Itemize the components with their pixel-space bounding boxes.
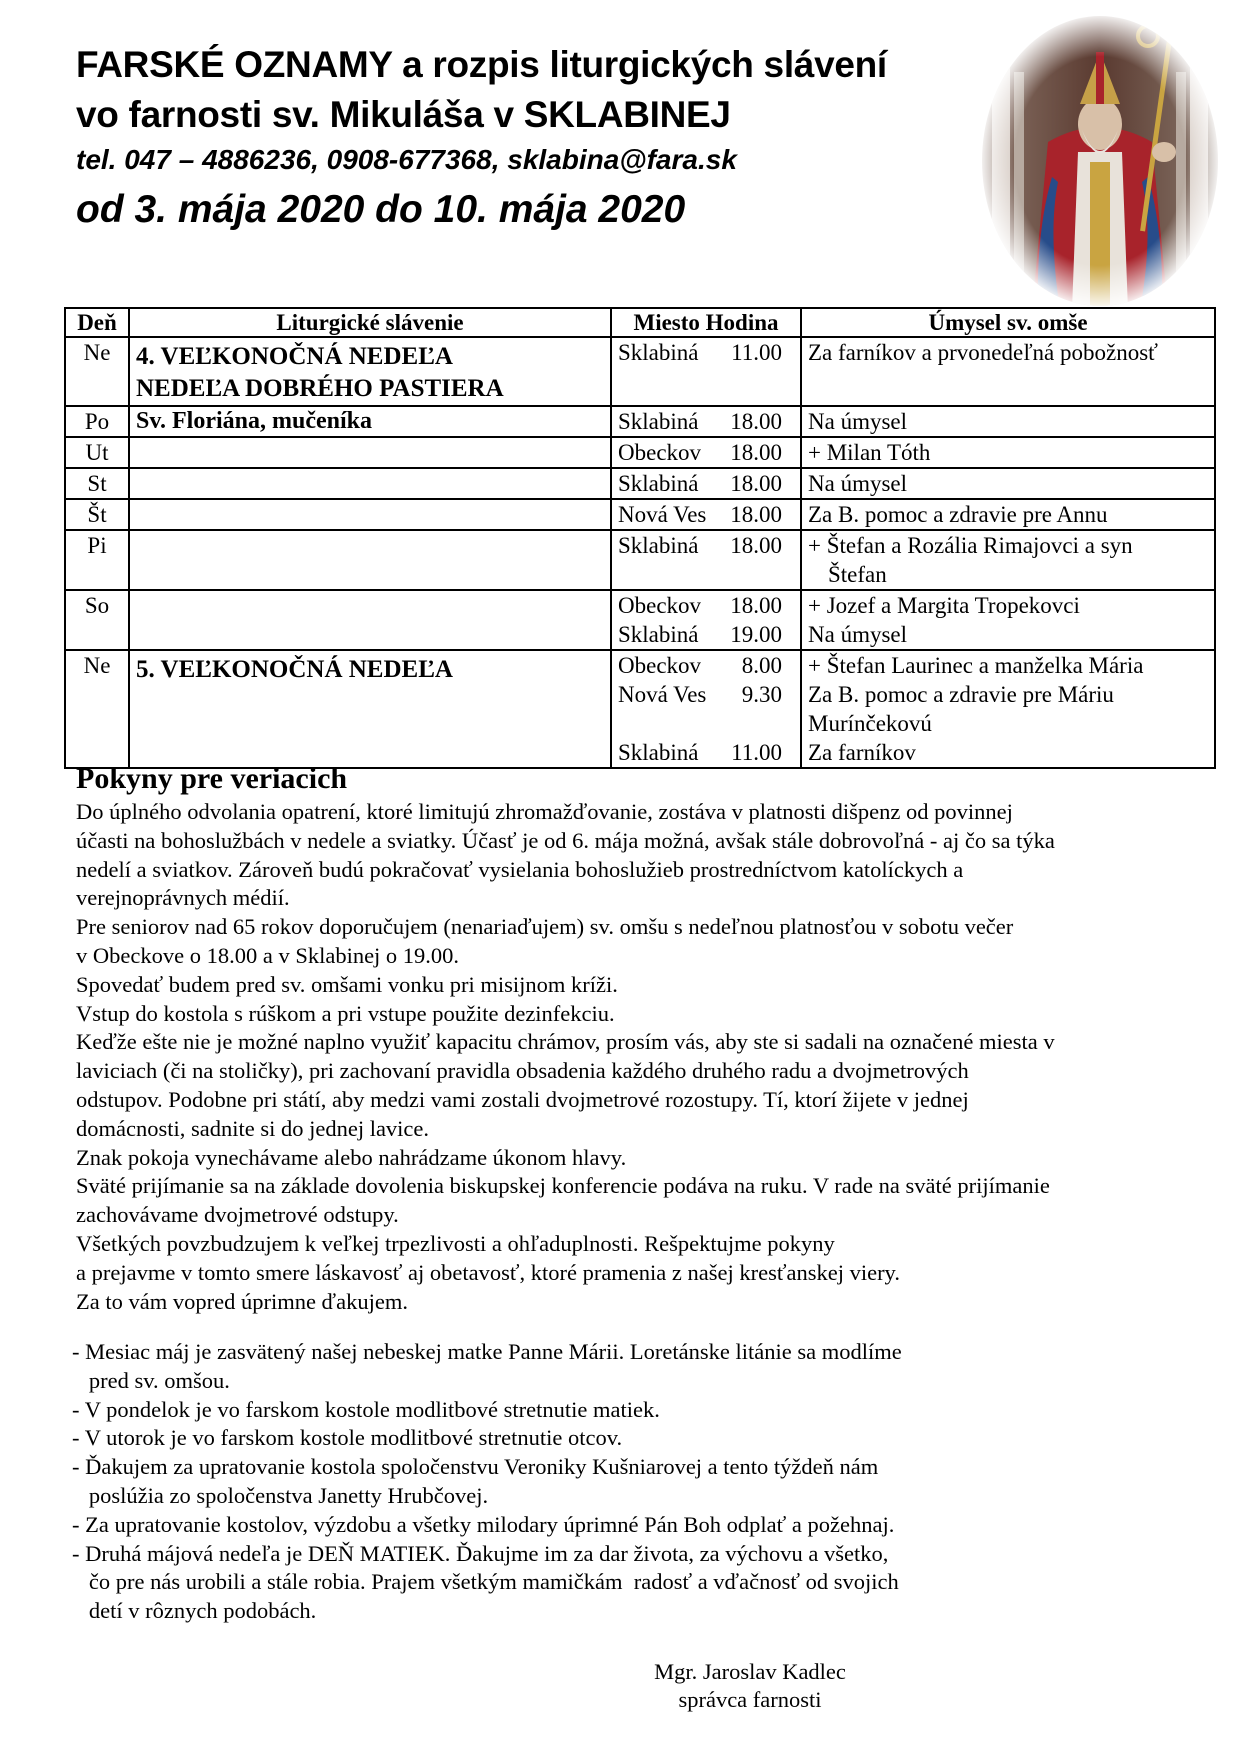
time: 9.30 xyxy=(741,682,782,707)
intention-cell xyxy=(801,468,1215,499)
place-time-cell xyxy=(611,406,801,437)
intention-cell xyxy=(801,499,1215,530)
place: Sklabiná xyxy=(618,622,699,647)
liturgy-line: Sv. Floriána, mučeníka xyxy=(136,408,373,434)
intention-cell xyxy=(801,437,1215,468)
time: 18.00 xyxy=(730,593,782,618)
place: Sklabiná xyxy=(618,409,699,434)
place-time-cell xyxy=(611,499,801,530)
day-cell: So xyxy=(65,590,129,650)
time: 11.00 xyxy=(731,740,782,765)
day-cell: Ne xyxy=(65,650,129,768)
place: Nová Ves xyxy=(618,502,707,527)
intention: Za farníkov a prvonedeľná pobožnosť xyxy=(808,340,1158,365)
title-line-2: vo farnosti sv. Mikuláša v SKLABINEJ xyxy=(76,94,731,135)
saint-nicholas-image xyxy=(978,12,1222,310)
time: 18.00 xyxy=(730,471,782,496)
liturgy-cell xyxy=(129,530,611,590)
title-line-1: FARSKÉ OZNAMY a rozpis liturgických slávení xyxy=(76,44,887,85)
time: 11.00 xyxy=(731,340,782,365)
note-line: čo pre nás urobili a stále robia. Prajem všetkým mamičkám radosť a vďačnosť od svojich xyxy=(72,1569,899,1595)
time: 8.00 xyxy=(741,653,782,678)
place-time-cell xyxy=(611,437,801,468)
instructions-heading: Pokyny pre veriacich xyxy=(76,762,348,795)
intention: Na úmysel xyxy=(808,409,908,434)
place-time-cell xyxy=(611,650,801,768)
intention: + Štefan Laurinec a manželka Mária xyxy=(808,653,1144,678)
table-row xyxy=(65,468,1215,499)
table-row xyxy=(65,437,1215,468)
table-row xyxy=(65,337,1215,406)
instruction-line: laviciach (či na stoličky), pri zachovaní pravidla obsadenia každého druhého radu a dvojmetrových xyxy=(76,1058,969,1084)
intention-cell xyxy=(801,590,1215,650)
place: Obeckov xyxy=(618,593,702,618)
instruction-line: domácnosti, sadnite si do jednej lavice. xyxy=(76,1115,430,1141)
intention: Na úmysel xyxy=(808,471,908,496)
instructions-section xyxy=(76,762,1186,1316)
signature xyxy=(620,1658,880,1714)
intention: Za B. pomoc a zdravie pre Máriu xyxy=(808,682,1114,707)
instruction-line: Sväté prijímanie sa na základe dovolenia biskupskej konferencie podáva na ruku. V rade na sväté prijímanie xyxy=(76,1173,1050,1199)
intention: Murínčekovú xyxy=(808,711,932,736)
note-line: poslúžia zo spoločenstva Janetty Hrubčovej. xyxy=(72,1482,489,1508)
table-row xyxy=(65,499,1215,530)
time: 18.00 xyxy=(730,440,782,465)
place-time-cell xyxy=(611,337,801,406)
intention: Na úmysel xyxy=(808,622,908,647)
place: Sklabiná xyxy=(618,533,699,558)
instruction-line: verejnoprávnych médií. xyxy=(76,885,290,911)
intention: + Štefan a Rozália Rimajovci a syn xyxy=(808,533,1133,558)
place-time-cell xyxy=(611,590,801,650)
note-line: - Druhá májová nedeľa je DEŇ MATIEK. Ďakujme im za dar života, za výchovu a všetko, xyxy=(72,1540,889,1566)
liturgy-cell xyxy=(129,437,611,468)
day-cell: Ut xyxy=(65,437,129,468)
place: Sklabiná xyxy=(618,340,699,365)
intention: Za B. pomoc a zdravie pre Annu xyxy=(808,502,1108,527)
instruction-line: nedelí a sviatkov. Zároveň budú pokračovať vysielania bohoslužieb prostredníctvom katolíckych a xyxy=(76,856,964,882)
place-time-cell xyxy=(611,530,801,590)
instruction-line: zachovávame dvojmetrové odstupy. xyxy=(76,1202,399,1228)
note-line: - V utorok je vo farskom kostole modlitbové stretnutie otcov. xyxy=(72,1425,623,1451)
place: Sklabiná xyxy=(618,740,699,765)
intention: + Milan Tóth xyxy=(808,440,931,465)
time: 19.00 xyxy=(730,622,782,647)
header-place-time: Miesto Hodina xyxy=(611,308,801,337)
instruction-line: účasti na bohoslužbách v nedele a sviatky. Účasť je od 6. mája možná, avšak stále dobrovoľná - aj čo sa týka xyxy=(76,827,1055,853)
instruction-line: Keďže ešte nie je možné naplno využiť kapacitu chrámov, prosím vás, aby ste si sadali na označené miesta v xyxy=(76,1029,1055,1055)
note-line: - Za upratovanie kostolov, výzdobu a všetky milodary úprimné Pán Boh odplať a požehnaj. xyxy=(72,1511,895,1537)
liturgy-cell xyxy=(129,590,611,650)
liturgy-cell xyxy=(129,650,611,768)
liturgy-cell xyxy=(129,468,611,499)
signature-name: Mgr. Jaroslav Kadlec xyxy=(654,1659,846,1684)
place: Nová Ves xyxy=(618,682,707,707)
liturgy-cell xyxy=(129,406,611,437)
liturgy-line: 5. VEĽKONOČNÁ NEDEĽA xyxy=(136,656,453,683)
instruction-line: v Obeckove o 18.00 a v Sklabinej o 19.00. xyxy=(76,942,460,968)
instruction-line: Do úplného odvolania opatrení, ktoré limitujú zhromažďovanie, zostáva v platnosti dišpenz od povinnej xyxy=(76,799,1013,824)
intention: + Jozef a Margita Tropekovci xyxy=(808,593,1080,618)
place: Obeckov xyxy=(618,653,702,678)
intention-cell xyxy=(801,337,1215,406)
day-cell: Po xyxy=(65,406,129,437)
day-cell: Št xyxy=(65,499,129,530)
liturgy-line: 4. VEĽKONOČNÁ NEDEĽA xyxy=(136,343,453,370)
instruction-line: Spovedať budem pred sv. omšami vonku pri misijnom kríži. xyxy=(76,971,618,997)
day-cell: Pi xyxy=(65,530,129,590)
header xyxy=(76,40,976,238)
intention: Za farníkov xyxy=(808,740,916,765)
instruction-line: Za to vám vopred úprimne ďakujem. xyxy=(76,1288,408,1314)
note-line: - V pondelok je vo farskom kostole modlitbové stretnutie matiek. xyxy=(72,1396,660,1422)
signature-role: správca farnosti xyxy=(678,1687,822,1712)
note-line: pred sv. omšou. xyxy=(72,1367,230,1393)
place-time-cell xyxy=(611,468,801,499)
time: 18.00 xyxy=(730,502,782,527)
instruction-line: Vstup do kostola s rúškom a pri vstupe použite dezinfekciu. xyxy=(76,1000,615,1026)
note-line: detí v rôznych podobách. xyxy=(72,1598,317,1624)
note-line: - Mesiac máj je zasvätený našej nebeskej matke Panne Márii. Loretánske litánie sa modlíme xyxy=(72,1339,902,1364)
instruction-line: Všetkých povzbudzujem k veľkej trpezlivosti a ohľaduplnosti. Rešpektujme pokyny xyxy=(76,1230,835,1256)
intention-cell xyxy=(801,530,1215,590)
table-row xyxy=(65,650,1215,768)
instruction-line: Znak pokoja vynechávame alebo nahrádzame úkonom hlavy. xyxy=(76,1144,627,1170)
header-day: Deň xyxy=(65,308,129,337)
table-row xyxy=(65,590,1215,650)
header-liturgy: Liturgické slávenie xyxy=(129,308,611,337)
intention: Štefan xyxy=(828,562,887,587)
time: 18.00 xyxy=(730,533,782,558)
instruction-line: a prejavme v tomto smere láskavosť aj obetavosť, ktoré pramenia z našej kresťanskej viery. xyxy=(76,1259,900,1285)
table-row xyxy=(65,406,1215,437)
note-line: - Ďakujem za upratovanie kostola spoločenstvu Veroniky Kušniarovej a tento týždeň nám xyxy=(72,1454,879,1480)
intention-cell xyxy=(801,650,1215,768)
instruction-line: Pre seniorov nad 65 rokov doporučujem (nenariaďujem) sv. omšu s nedeľnou platnosťou v sobotu večer xyxy=(76,914,1014,940)
schedule-table xyxy=(64,307,1216,769)
day-cell: Ne xyxy=(65,337,129,406)
instruction-line: odstupov. Podobne pri státí, aby medzi vami zostali dvojmetrové rozostupy. Tí, ktorí žijete v jednej xyxy=(76,1086,969,1112)
date-range: od 3. mája 2020 do 10. mája 2020 xyxy=(76,188,686,231)
table-header-row xyxy=(65,308,1215,337)
place: Obeckov xyxy=(618,440,702,465)
table-row xyxy=(65,530,1215,590)
liturgy-cell xyxy=(129,499,611,530)
liturgy-line: NEDEĽA DOBRÉHO PASTIERA xyxy=(136,375,504,402)
intention-cell xyxy=(801,406,1215,437)
time: 18.00 xyxy=(730,409,782,434)
header-intention: Úmysel sv. omše xyxy=(801,308,1215,337)
day-cell: St xyxy=(65,468,129,499)
liturgy-cell xyxy=(129,337,611,406)
place: Sklabiná xyxy=(618,471,699,496)
contact-info: tel. 047 – 4886236, 0908-677368, sklabina@fara.sk xyxy=(76,144,737,175)
notes-list xyxy=(72,1338,1182,1626)
